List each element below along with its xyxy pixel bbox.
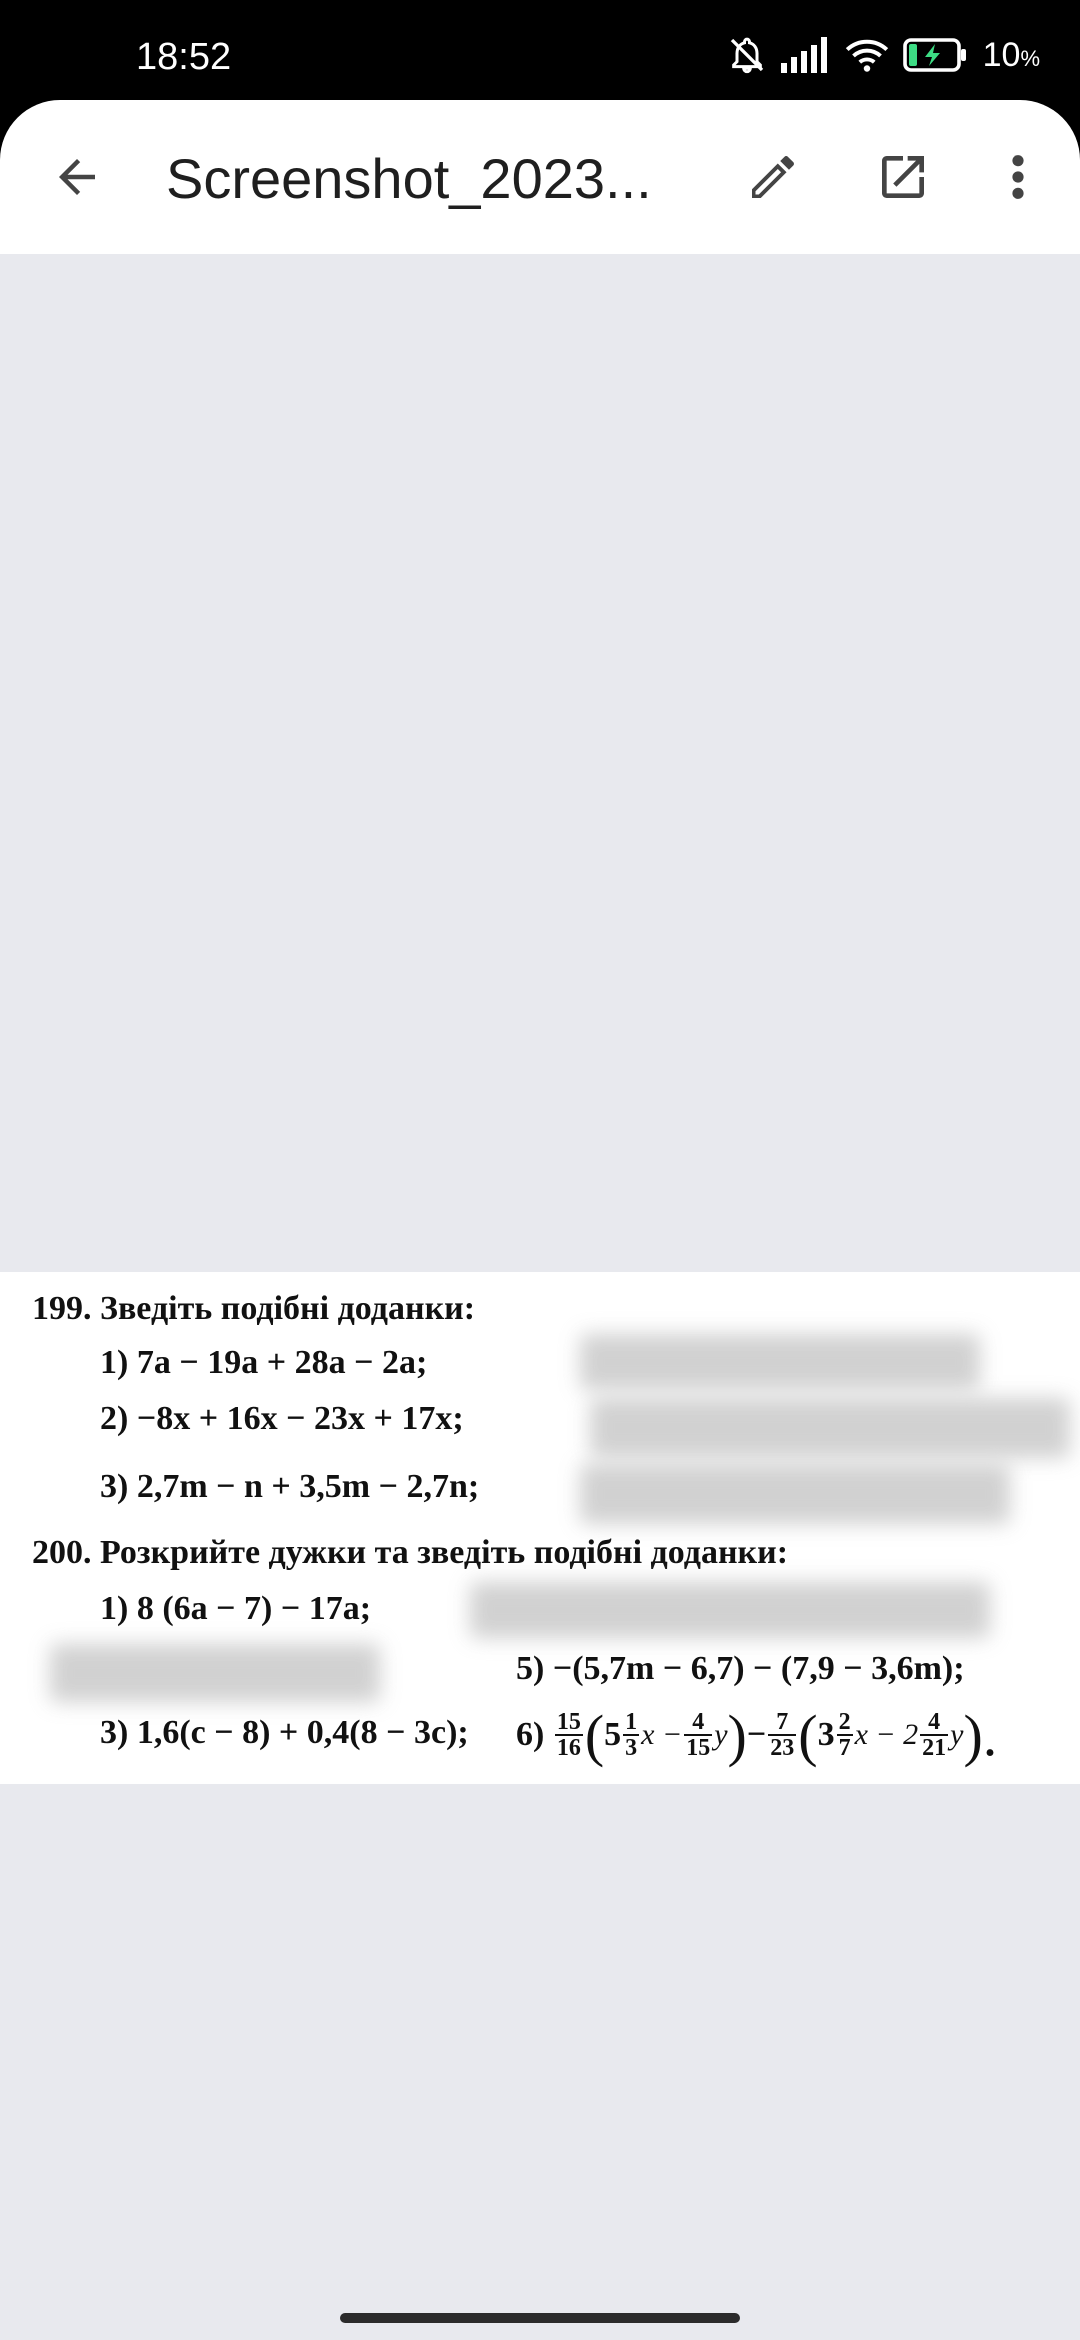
task-199-item-3: 3) 2,7m − n + 3,5m − 2,7n; <box>100 1468 480 1505</box>
document-image[interactable] <box>0 1272 1080 1784</box>
task-200-item-1: 1) 8 (6a − 7) − 17a; <box>100 1590 372 1627</box>
more-options-button[interactable] <box>990 144 1046 210</box>
edit-button[interactable] <box>740 144 806 210</box>
app-bar <box>0 100 1080 254</box>
bell-off-icon <box>727 35 767 75</box>
status-bar <box>0 0 1080 100</box>
open-external-icon <box>875 149 931 205</box>
status-time: 18:52 <box>136 36 232 78</box>
blurred-region <box>470 1582 990 1638</box>
blurred-region <box>580 1334 980 1390</box>
task-199-heading: 199. Зведіть подібні доданки: <box>32 1290 476 1327</box>
pencil-icon <box>745 149 801 205</box>
fraction: $\frac{15}{16}$ <box>556 1709 581 1761</box>
gesture-nav-handle[interactable] <box>340 2313 740 2323</box>
fraction: $\frac{2}{7}$ <box>838 1709 851 1761</box>
back-button[interactable] <box>44 144 110 210</box>
task-200-item-5: 5) −(5,7m − 6,7) − (7,9 − 3,6m); <box>516 1650 965 1687</box>
open-with-button[interactable] <box>870 144 936 210</box>
battery-charging-icon <box>903 38 969 72</box>
wifi-icon <box>845 37 889 73</box>
signal-icon <box>781 37 831 73</box>
blurred-region <box>50 1644 380 1702</box>
more-vert-icon <box>1008 149 1028 205</box>
image-viewer[interactable] <box>0 254 1080 2340</box>
fraction: $\frac{4}{21}$ <box>922 1709 947 1761</box>
fraction: $\frac{7}{23}$ <box>770 1709 795 1761</box>
task-200-heading: 200. Розкрийте дужки та зведіть подібні доданки: <box>32 1534 789 1571</box>
task-199-item-1: 1) 7a − 19a + 28a − 2a; <box>100 1344 428 1381</box>
fraction: $\frac{1}{3}$ <box>625 1709 638 1761</box>
status-icons <box>727 30 1040 80</box>
task-200-item-6: 6) $\frac{15}{16}$ ( 5 $\frac{1}{3}$ x − $\frac{4}{15}$ y ) − $\frac{7}{23}$ ( 3 $\frac{2}{7}$ x − 2 $\frac{4}{21}$ y ). <box>516 1702 998 1768</box>
blurred-region <box>590 1398 1070 1458</box>
blurred-region <box>580 1464 1010 1524</box>
fraction: $\frac{4}{15}$ <box>686 1709 711 1761</box>
battery-level: 10% <box>982 35 1040 74</box>
file-title: Screenshot_2023... <box>166 147 652 210</box>
back-arrow-icon <box>50 150 104 204</box>
task-199-item-2: 2) −8x + 16x − 23x + 17x; <box>100 1400 464 1437</box>
task-200-item-3: 3) 1,6(c − 8) + 0,4(8 − 3c); <box>100 1714 469 1751</box>
